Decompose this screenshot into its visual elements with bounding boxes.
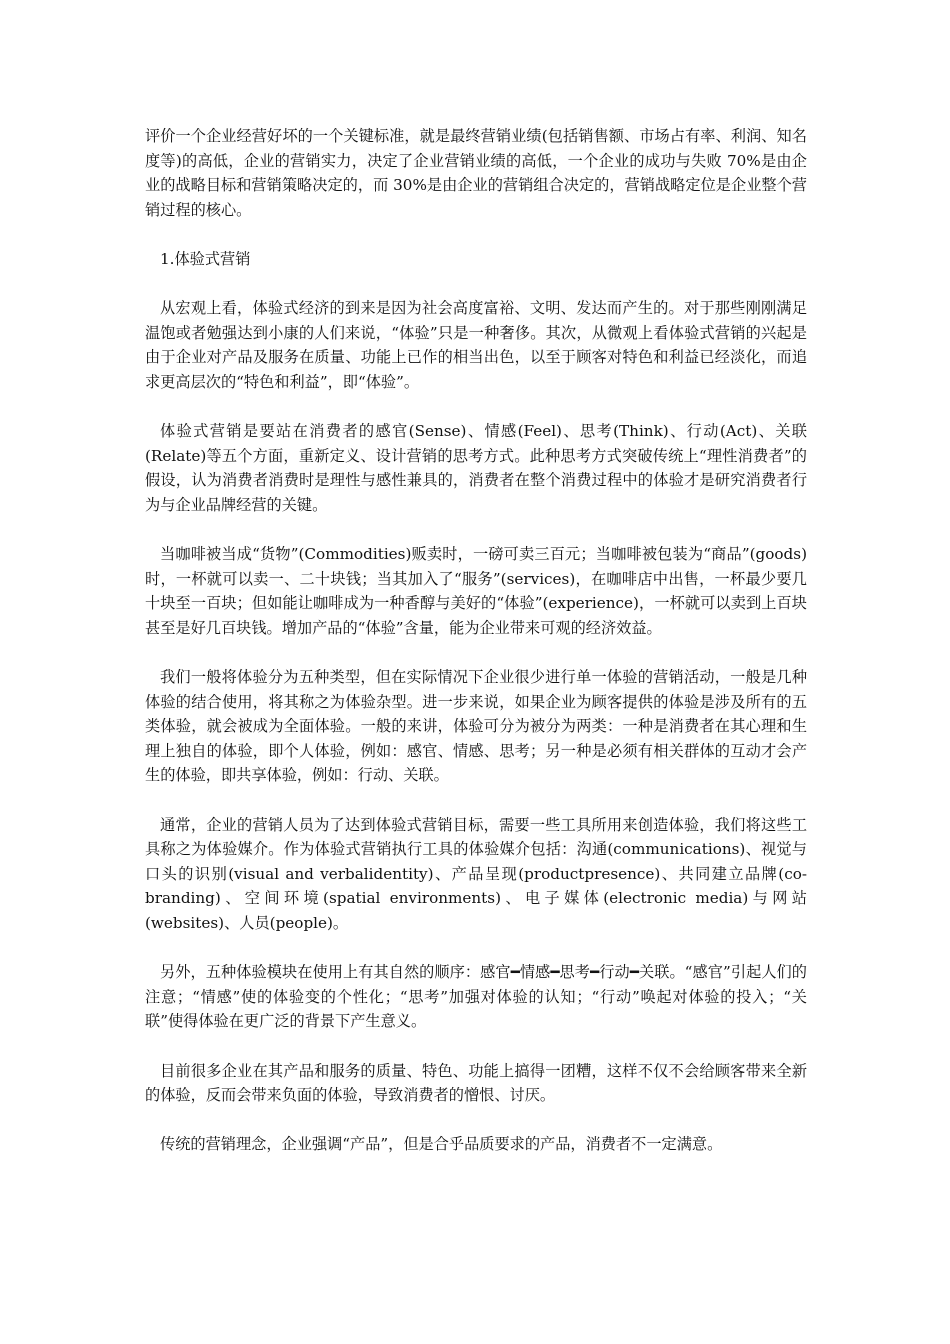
paragraph-coffee-example: 当咖啡被当成“货物”(Commodities)贩卖时，一磅可卖三百元；当咖啡被包装为“商品”(goods)时，一杯就可以卖一、二十块钱；当其加入了“服务”(services)，在咖啡店中出售，一杯最少要几十块至一百块；但如能让咖啡成为一种香醇与美好的“体验”(experience)，一杯就可以卖到上百块甚至是好几百块钱。增加产品的“体验”含量，能为企业带来可观的经济效益。 [145,545,807,637]
section-heading: 1.体验式营销 [160,249,251,268]
paragraph-experience-types: 我们一般将体验分为五种类型，但在实际情况下企业很少进行单一体验的营销活动，一般是几种体验的结合使用，将其称之为体验杂型。进一步来说，如果企业为顾客提供的体验是涉及所有的五类体验，就会被成为全面体验。一般的来讲，体验可分为被分为两类：一种是消费者在其心理和生理上独自的体验，即个人体验，例如：感官、情感、思考；另一种是必须有相关群体的互动才会产生的体验，即共享体验，例如：行动、关联。 [145,668,807,785]
paragraph-five-aspects: 体验式营销是要站在消费者的感官(Sense)、情感(Feel)、思考(Think)、行动(Act)、关联(Relate)等五个方面，重新定义、设计营销的思考方式。此种思考方式突破传统上“理性消费者”的假设，认为消费者消费时是理性与感性兼具的，消费者在整个消费过程中的体验才是研究消费者行为与企业品牌经营的关键。 [145,422,807,514]
paragraph-module-order: 另外，五种体验模块在使用上有其自然的顺序：感官━情感━思考━行动━关联。“感官”引起人们的注意；“情感”使的体验变的个性化；“思考”加强对体验的认知；“行动”唤起对体验的投入；“关联”使得体验在更广泛的背景下产生意义。 [145,963,807,1031]
paragraph-traditional-marketing: 传统的营销理念，企业强调“产品”，但是合乎品质要求的产品，消费者不一定满意。 [160,1135,723,1154]
paragraph-negative-experience: 目前很多企业在其产品和服务的质量、特色、功能上搞得一团糟，这样不仅不会给顾客带来全新的体验，反而会带来负面的体验，导致消费者的憎恨、讨厌。 [145,1061,807,1105]
paragraph-experience-media: 通常，企业的营销人员为了达到体验式营销目标，需要一些工具所用来创造体验，我们将这些工具称之为体验媒介。作为体验式营销执行工具的体验媒介包括：沟通(communications)、视觉与口头的识别(visual and verbalidentity)、产品呈现(productpresence)、共同建立品牌(co-branding)、空间环境(spatial environments)、电子媒体(electronic media)与网站(websites)、人员(people)。 [145,815,807,932]
paragraph-intro: 评价一个企业经营好坏的一个关键标准，就是最终营销业绩(包括销售额、市场占有率、利润、知名度等)的高低，企业的营销实力，决定了企业营销业绩的高低，一个企业的成功与失败 70%是由企业的战略目标和营销策略决定的，而 30%是由企业的营销组合决定的，营销战略定位是企业整个营销过程的核心。 [145,127,807,219]
paragraph-macro-view: 从宏观上看，体验式经济的到来是因为社会高度富裕、文明、发达而产生的。对于那些刚刚满足温饱或者勉强达到小康的人们来说，“体验”只是一种奢侈。其次，从微观上看体验式营销的兴起是由于企业对产品及服务在质量、功能上已作的相当出色，以至于顾客对特色和利益已经淡化，而追求更高层次的“特色和利益”，即“体验”。 [145,299,807,391]
document-body [145,124,807,1182]
